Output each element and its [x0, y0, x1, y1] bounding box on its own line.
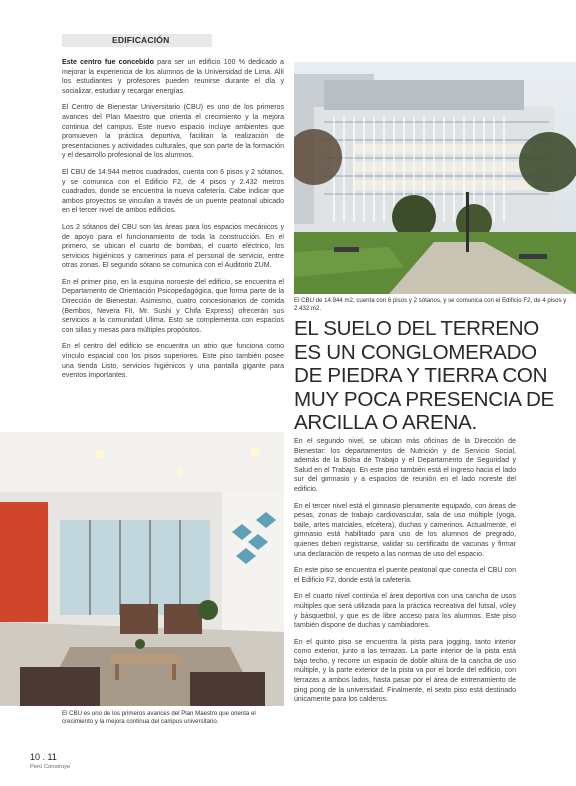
paragraph: En el segundo nivel, se ubican más oficinas de la Dirección de Bienestar: los departamentos de Nutrición y de Servicio Social, además de la Bolsa de Trabajo y el Departamento de Seguridad y Salud en el Trabajo. En este piso también está el ingreso hacia el lado sur del gimnasio y a espacios de reunión en el lado noreste del edificio.: [294, 438, 516, 493]
paragraph: En el cuarto nivel continúa el área deportiva con una cancha de usos múltiples que será utilizada para la práctica recreativa del futsal, vóley y básquetbol, y que es de libre acceso para los alumnos. Este piso también dispone de duchas y cambiadores.: [294, 593, 516, 630]
section-tag: [62, 34, 212, 47]
interior-photo: [0, 432, 284, 706]
paragraph: En el centro del edificio se encuentra un atrio que funciona como vínculo espacial con los pisos superiores. Este piso también posee una tienda Listo, servicios higiénicos y una pantalla gigante para eventos importantes.: [62, 343, 284, 380]
paragraph: El CBU de 14.944 metros cuadrados, cuenta con 6 pisos y 2 sótanos, y se comunica con el Edificio F2, de 4 pisos y 2.432 metros cuadrados, donde se encuentra la nueva cafetería. Cabe indicar que ambos proyectos se vinculan a través de un puente peatonal ubicado en el tercer nivel de ambos edificios.: [62, 168, 284, 215]
paragraph: [62, 58, 284, 96]
section-label: EDIFICACIÓN: [112, 35, 170, 45]
paragraph: En el tercer nivel está el gimnasio plenamente equipado, con áreas de pesas, zonas de trabajo cardiovascular, sala de uso múltiple (yoga, baile, artes marciales, etcétera), duchas y camerinos. Actualmente, el gimnasio está habilitado para uso de los alumnos de pregrado, quienes deben registrarse, validar su certificado de vacunas y firmar una declaración de respeto a las normas de uso del espacio.: [294, 502, 516, 558]
paragraph: Los 2 sótanos del CBU son las áreas para los espacios mecánicos y de apoyo para el funcionamiento de toda la construcción. En el primero, se ubican el cuarto de bombas, el cuarto eléctrico, los servicios higiénicos y camerinos para el personal de servicio, entre otras zonas. El segundo sótano se comunica con el Auditorio ZUM.: [62, 223, 284, 270]
pull-quote: EL SUELO DEL TERRENO ES UN CONGLOMERADO DE PIEDRA Y TIERRA CON MUY POCA PRESENCIA DE ARCILLA O ARENA.: [294, 317, 554, 435]
lead-text: para ser un edificio 100 % dedicado a mejorar la experiencia de los alumnos de la Universidad de Lima. Allí los estudiantes y profesores pueden reunirse durante el día y socializar, estudiar y recargar energías.: [62, 59, 284, 95]
photo-caption-bottom: El CBU es uno de los primeros avances del Plan Maestro que orienta el crecimiento y la mejora continua del campus universitario.: [62, 710, 256, 725]
left-column: [62, 58, 284, 388]
photo-caption: El CBU de 14.944 m2, cuenta con 6 pisos y 2 sótanos, y se comunica con el Edificio F2, de 4 pisos y 2.432 m2.: [294, 297, 567, 312]
paragraph: En este piso se encuentra el puente peatonal que conecta el CBU con el Edificio F2, donde está la cafetería.: [294, 567, 516, 584]
paragraph: El Centro de Bienestar Universitario (CBU) es uno de los primeros avances del Plan Maestro que orienta el crecimiento y la mejora continua del campus. Este nuevo espacio incluye ambientes que promueven la práctica deportiva, facilitan la realización de presentaciones y actividades culturales, que son parte de la formación y el desarrollo profesional de los alumnos.: [62, 104, 284, 160]
page-number: [30, 752, 57, 762]
page-number-text: 10 . 11: [30, 752, 57, 762]
paragraph: En el quinto piso se encuentra la pista para jogging, tanto interior como exterior, junto a las terrazas. La parte interior de la pista está bajo techo, y recorre un espacio de doble altura de la cancha de uso múltiple, y la parte exterior de la pista va por el borde del edificio, con terrazas a ambos lados, hasta pasar por el área de entrenamiento de ping pong de la universidad. Finalmente, el sexto piso está destinado únicamente para los calderos.: [294, 638, 516, 704]
right-column: [294, 437, 516, 712]
building-photo: [294, 62, 576, 294]
lead-in: Este centro fue concebido: [62, 59, 154, 66]
paragraph: En el primer piso, en la esquina noroeste del edificio, se encuentra el Departamento de Orientación Psicopedagógica, que forma parte de la Dirección de Bienestar. Asimismo, cuatro concesionarios de comida (Bembos, Nevera Fit, Mr. Sushi y Chifa Express) ofrecerán sus servicios a la comunidad Ulima. Esto se complementa con espacios con sillas y mesas para múltiples propósitos.: [62, 278, 284, 334]
magazine-name: Perú Construye: [30, 764, 71, 770]
